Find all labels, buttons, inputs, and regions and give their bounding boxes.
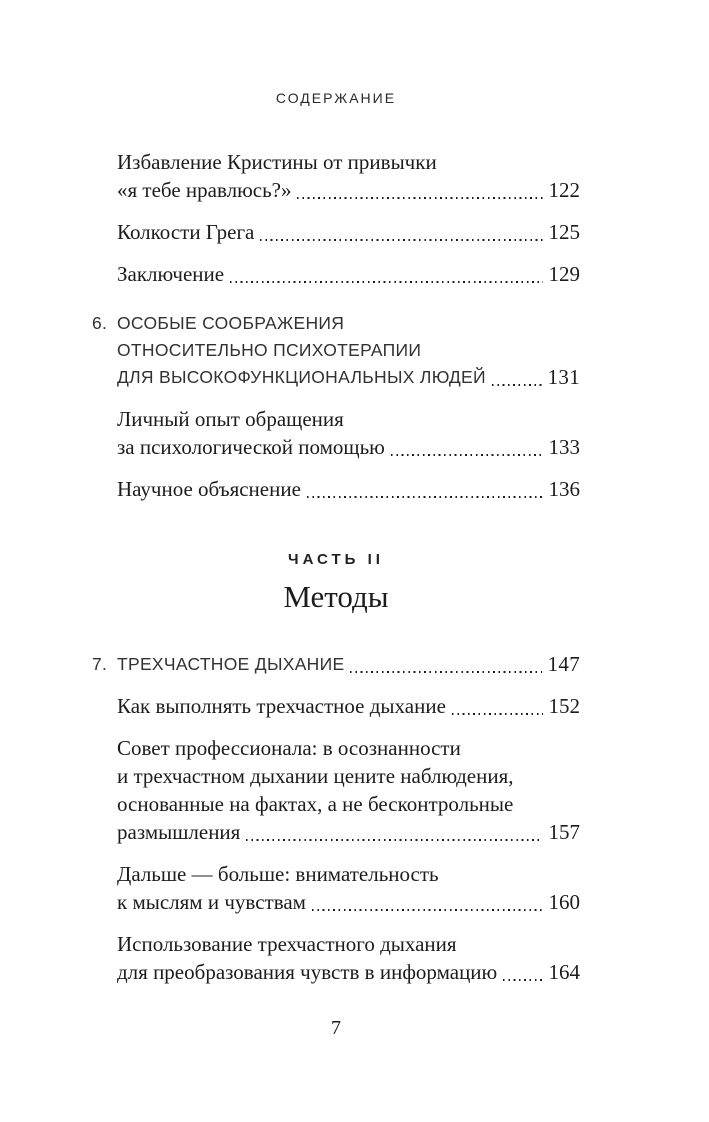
toc-entry-text: Колкости Грега: [117, 220, 255, 244]
page-ref: 122: [548, 178, 580, 202]
toc-entry: [92, 692, 580, 720]
dot-leader: [391, 454, 543, 456]
page-ref: 129: [548, 262, 580, 286]
toc-entry-line: и трехчастном дыхании цените наблюдения,: [117, 764, 514, 788]
toc-entry-lastline: [117, 260, 580, 288]
part-title: Методы: [283, 579, 389, 614]
toc-entry-line: ОСОБЫЕ СООБРАЖЕНИЯ: [117, 313, 345, 333]
page-ref: 152: [548, 694, 580, 718]
page-ref: 131: [547, 365, 580, 389]
dot-leader: [260, 239, 542, 241]
toc-entry: [92, 148, 580, 204]
toc-entry-line: Избавление Кристины от привычки: [117, 150, 437, 174]
page-ref: 157: [548, 820, 580, 844]
toc-entry-text: за психологической помощью: [117, 435, 385, 459]
dot-leader: [230, 281, 542, 283]
footer-page-number: 7: [331, 1017, 341, 1039]
toc-entry-line: ОТНОСИТЕЛЬНО ПСИХОТЕРАПИИ: [117, 340, 422, 360]
toc-entry-text: к мыслям и чувствам: [117, 890, 306, 914]
toc-entry-text: Как выполнять трехчастное дыхание: [117, 694, 446, 718]
toc-entry-line: Дальше — больше: внимательность: [117, 862, 439, 886]
toc-entry-lastline: [117, 176, 580, 204]
toc-entry: [92, 734, 580, 846]
toc-entry: [92, 475, 580, 503]
dot-leader: [297, 197, 542, 199]
dot-leader: [503, 979, 542, 981]
toc-entry-text: Научное объяснение: [117, 477, 301, 501]
toc-entry-lastline: [117, 475, 580, 503]
dot-leader: [312, 909, 543, 911]
toc-entry-text: размышления: [117, 820, 241, 844]
toc-entry: [92, 260, 580, 288]
toc-entry: [92, 651, 580, 678]
toc-content: [92, 90, 580, 1000]
toc-entry-text: «я тебе нравлюсь?»: [117, 178, 292, 202]
toc-entry-line: основанные на фактах, а не бесконтрольные: [117, 792, 514, 816]
page-ref: 136: [548, 477, 580, 501]
toc-entry-line: Использование трехчастного дыхания: [117, 932, 457, 956]
dot-leader: [492, 384, 542, 386]
toc-entry-text: для преобразования чувств в информацию: [117, 960, 498, 984]
toc-entry: [92, 860, 580, 916]
toc-entry: [92, 405, 580, 461]
toc-entry-lastline: [117, 958, 580, 986]
toc-entry-lastline: [117, 364, 580, 391]
dot-leader: [350, 671, 541, 673]
toc-entry-text: ТРЕХЧАСТНОЕ ДЫХАНИЕ: [117, 654, 345, 674]
page-ref: 125: [548, 220, 580, 244]
toc-entry-text: Заключение: [117, 262, 225, 286]
toc-entry-lastline: [117, 818, 580, 846]
toc-entry-line: Совет профессионала: в осознанности: [117, 736, 461, 760]
page-ref: 147: [547, 652, 580, 676]
dot-leader: [307, 496, 543, 498]
toc-entry: [92, 218, 580, 246]
page-ref: 164: [548, 960, 580, 984]
toc-entry-lastline: [117, 888, 580, 916]
toc-entry: [92, 930, 580, 986]
chapter-number: 7.: [92, 654, 108, 674]
toc-entry: [92, 310, 580, 391]
toc-entry-lastline: [117, 651, 580, 678]
dot-leader: [246, 839, 542, 841]
toc-entry-lastline: [117, 692, 580, 720]
contents-header: СОДЕРЖАНИЕ: [275, 90, 397, 106]
dot-leader: [452, 713, 543, 715]
toc-entry-lastline: [117, 218, 580, 246]
chapter-number: 6.: [92, 313, 108, 333]
toc-entries: [92, 148, 580, 986]
page-ref: 133: [548, 435, 580, 459]
part-label: ЧАСТЬ II: [288, 551, 384, 568]
toc-entry-lastline: [117, 433, 580, 461]
toc-entry-text: ДЛЯ ВЫСОКОФУНКЦИОНАЛЬНЫХ ЛЮДЕЙ: [117, 367, 486, 387]
toc-entry-line: Личный опыт обращения: [117, 407, 344, 431]
part-heading: [92, 551, 580, 615]
page-ref: 160: [548, 890, 580, 914]
